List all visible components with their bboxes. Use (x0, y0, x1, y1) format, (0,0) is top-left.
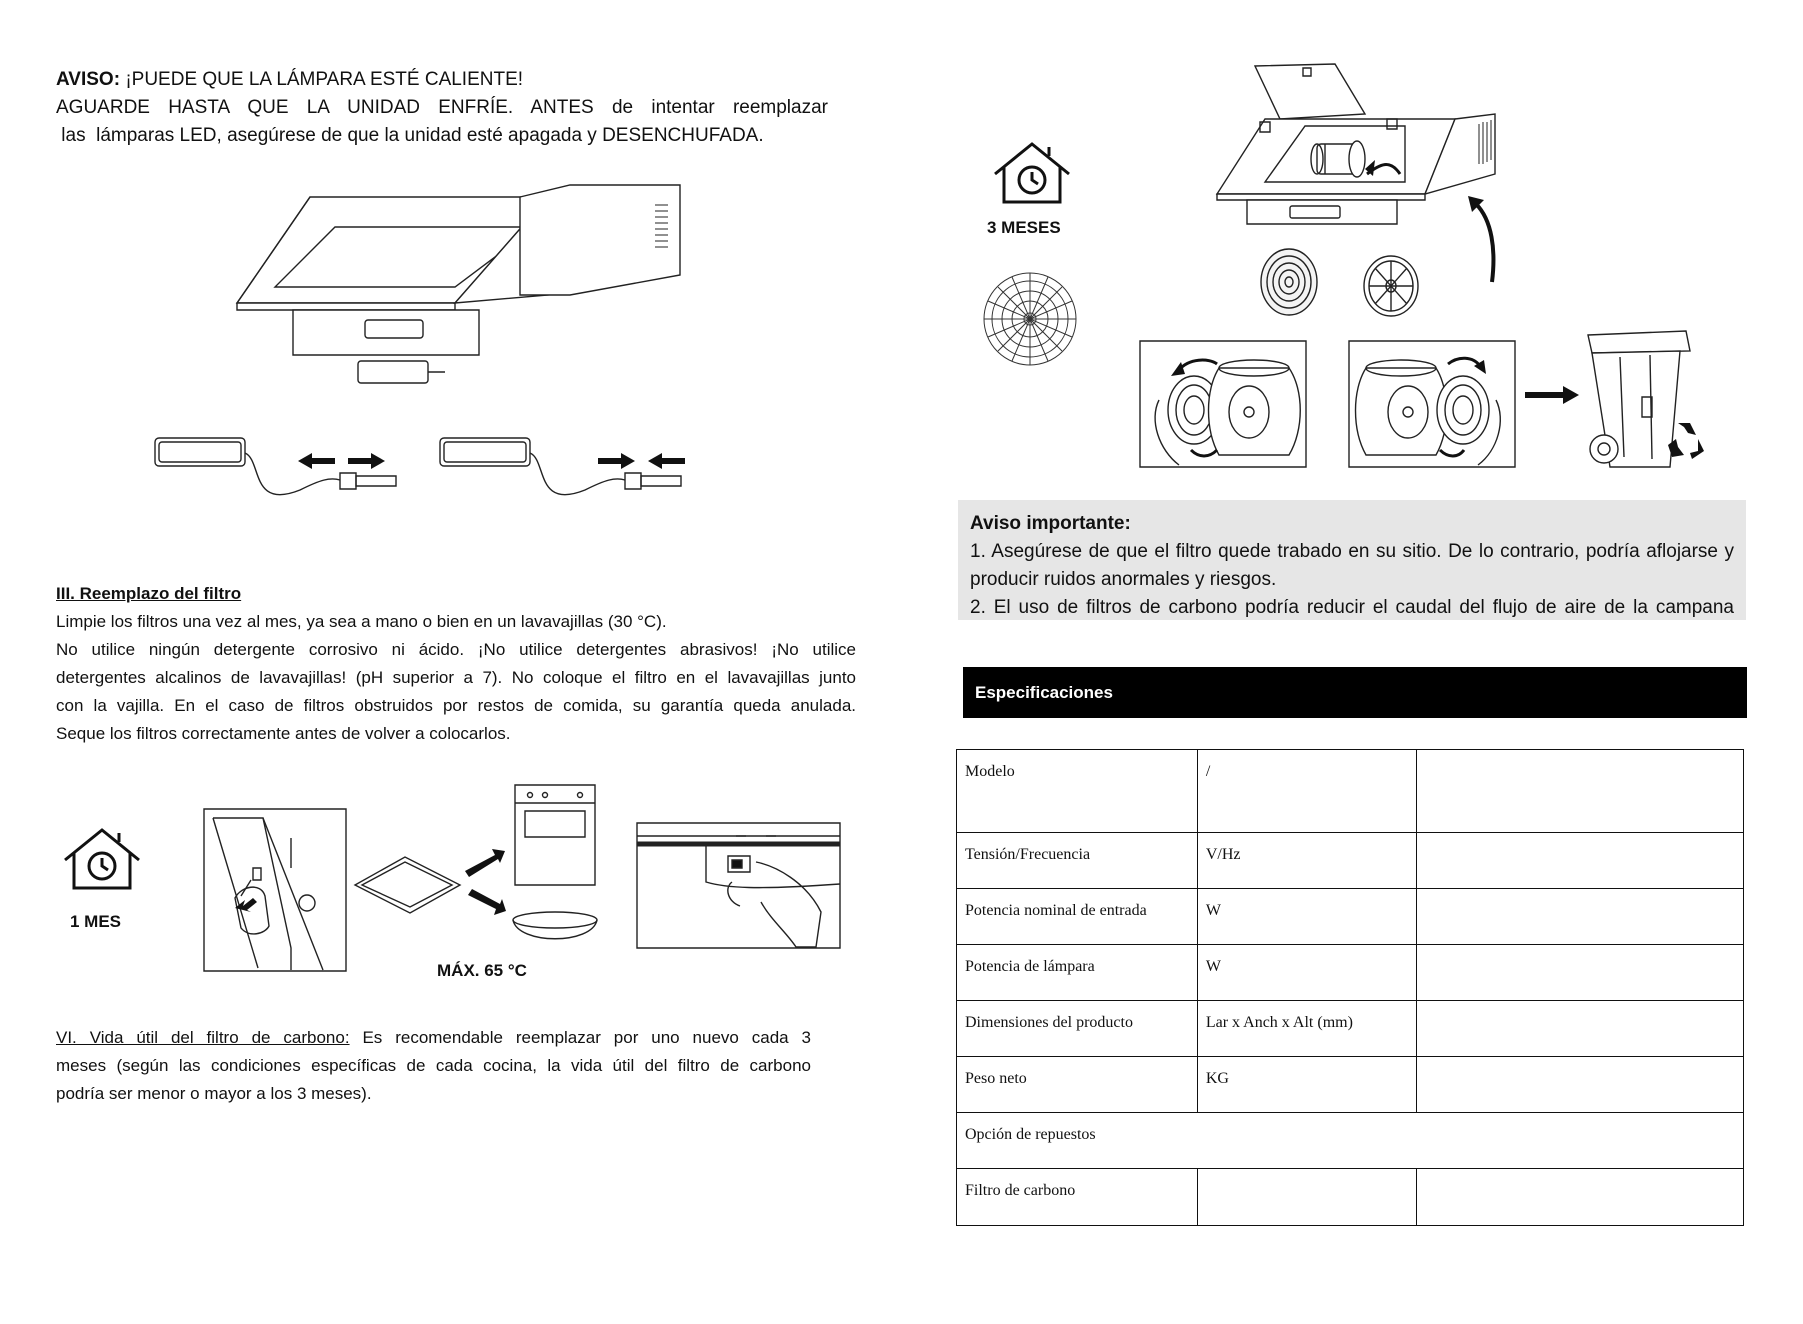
spec-unit: W (1197, 889, 1416, 945)
filter-text-line-2: No utilice ningún detergente corrosivo ni ácido. ¡No utilice detergentes abrasivos! ¡No utilice (56, 640, 856, 659)
spec-unit (1197, 1169, 1416, 1226)
spec-unit: Lar x Anch x Alt (mm) (1197, 1001, 1416, 1057)
filter-section-title: III. Reemplazo del filtro (56, 584, 242, 603)
table-row (957, 889, 1744, 945)
lamp-warning-line-2: las lámparas LED, asegúrese de que la unidad esté apagada y DESENCHUFADA. (56, 125, 764, 146)
table-row (957, 1001, 1744, 1057)
hood-motor-illustration (1205, 64, 1505, 244)
carbon-filter-line-1-rest: Es recomendable reemplazar por uno nuevo cada 3 (349, 1028, 811, 1047)
specifications-header (963, 667, 1747, 718)
lamp-warning-line-1: AGUARDE HASTA QUE LA UNIDAD ENFRÍE. ANTES de intentar reemplazar (56, 97, 828, 118)
spec-label: Dimensiones del producto (957, 1001, 1198, 1057)
table-row (957, 1169, 1744, 1226)
spec-value (1416, 1057, 1743, 1113)
spec-value (1416, 1169, 1743, 1226)
spec-unit: KG (1197, 1057, 1416, 1113)
spec-label: Peso neto (957, 1057, 1198, 1113)
carbon-filter-line-2: meses (según las condiciones específicas de cada cocina, la vida útil del filtro de carbono (56, 1056, 811, 1075)
arrow-up-icon (1462, 190, 1502, 285)
spec-value (1416, 945, 1743, 1001)
important-notice-line-1: 1. Asegúrese de que el filtro quede trabado en su sitio. De lo contrario, podría aflojarse y (970, 541, 1734, 562)
specifications-table (956, 749, 1744, 1226)
spec-unit: W (1197, 945, 1416, 1001)
spec-value (1416, 1001, 1743, 1057)
months-label: 3 MESES (987, 218, 1061, 237)
table-row (957, 1057, 1744, 1113)
filter-frame-illustration (1361, 254, 1421, 318)
filter-text-line-5: Seque los filtros correctamente antes de volver a colocarlos. (56, 724, 511, 743)
arrow-right-icon (1525, 385, 1580, 405)
grease-grid-filter-illustration (982, 271, 1078, 367)
spec-unit: V/Hz (1197, 833, 1416, 889)
filter-text-line-1: Limpie los filtros una vez al mes, ya sea a mano o bien en un lavavajillas (30 °C). (56, 612, 667, 631)
lamp-warning-headline (56, 66, 828, 94)
specifications-header-text: Especificaciones (975, 683, 1113, 702)
filter-text-line-3: detergentes alcalinos de lavavajillas! (pH superior a 7). No coloque el filtro en el lavavajillas junto (56, 668, 856, 687)
table-row (957, 1113, 1744, 1169)
spec-label: Tensión/Frecuencia (957, 833, 1198, 889)
important-notice-line-2: producir ruidos anormales y riesgos. (970, 569, 1277, 590)
spec-label: Potencia nominal de entrada (957, 889, 1198, 945)
spec-label: Opción de repuestos (957, 1113, 1744, 1169)
important-notice-line-3: 2. El uso de filtros de carbono podría reducir el caudal del flujo de aire de la campana (970, 597, 1734, 618)
important-notice (958, 500, 1746, 620)
carbon-filter-line-1 (56, 1024, 811, 1052)
dishwasher-illustration (350, 785, 610, 955)
table-row (957, 750, 1744, 833)
carbon-filter-disc-illustration (1257, 247, 1322, 317)
max-temperature-label: MÁX. 65 °C (437, 961, 527, 980)
table-row (957, 945, 1744, 1001)
spec-value (1416, 750, 1743, 833)
spec-label: Potencia de lámpara (957, 945, 1198, 1001)
spec-unit: / (1197, 750, 1416, 833)
important-notice-title: Aviso importante: (970, 513, 1131, 534)
carbon-filter-title: VI. Vida útil del filtro de carbono: (56, 1028, 350, 1047)
carbon-filter-line-3: podría ser menor o mayor a los 3 meses). (56, 1084, 372, 1103)
carbon-filter-install-left (1139, 340, 1307, 468)
warning-headline-text: ¡PUEDE QUE LA LÁMPARA ESTÉ CALIENTE! (120, 69, 524, 90)
filter-latch-illustration (636, 822, 841, 949)
house-clock-icon (992, 140, 1072, 206)
spec-value (1416, 833, 1743, 889)
filter-removal-illustration (203, 808, 348, 973)
table-row (957, 833, 1744, 889)
spec-value (1416, 889, 1743, 945)
spec-label: Filtro de carbono (957, 1169, 1198, 1226)
carbon-filter-install-right (1348, 340, 1516, 468)
warning-label: AVISO: (56, 69, 121, 90)
filter-text-line-4: con la vajilla. En el caso de filtros obstruidos por restos de comida, su garantía queda anulada. (56, 696, 856, 715)
house-clock-icon (62, 826, 142, 892)
month-label: 1 MES (70, 912, 122, 931)
spec-label: Modelo (957, 750, 1198, 833)
recycling-bin-illustration (1580, 327, 1710, 475)
led-lamp-replacement-illustration (150, 185, 695, 530)
